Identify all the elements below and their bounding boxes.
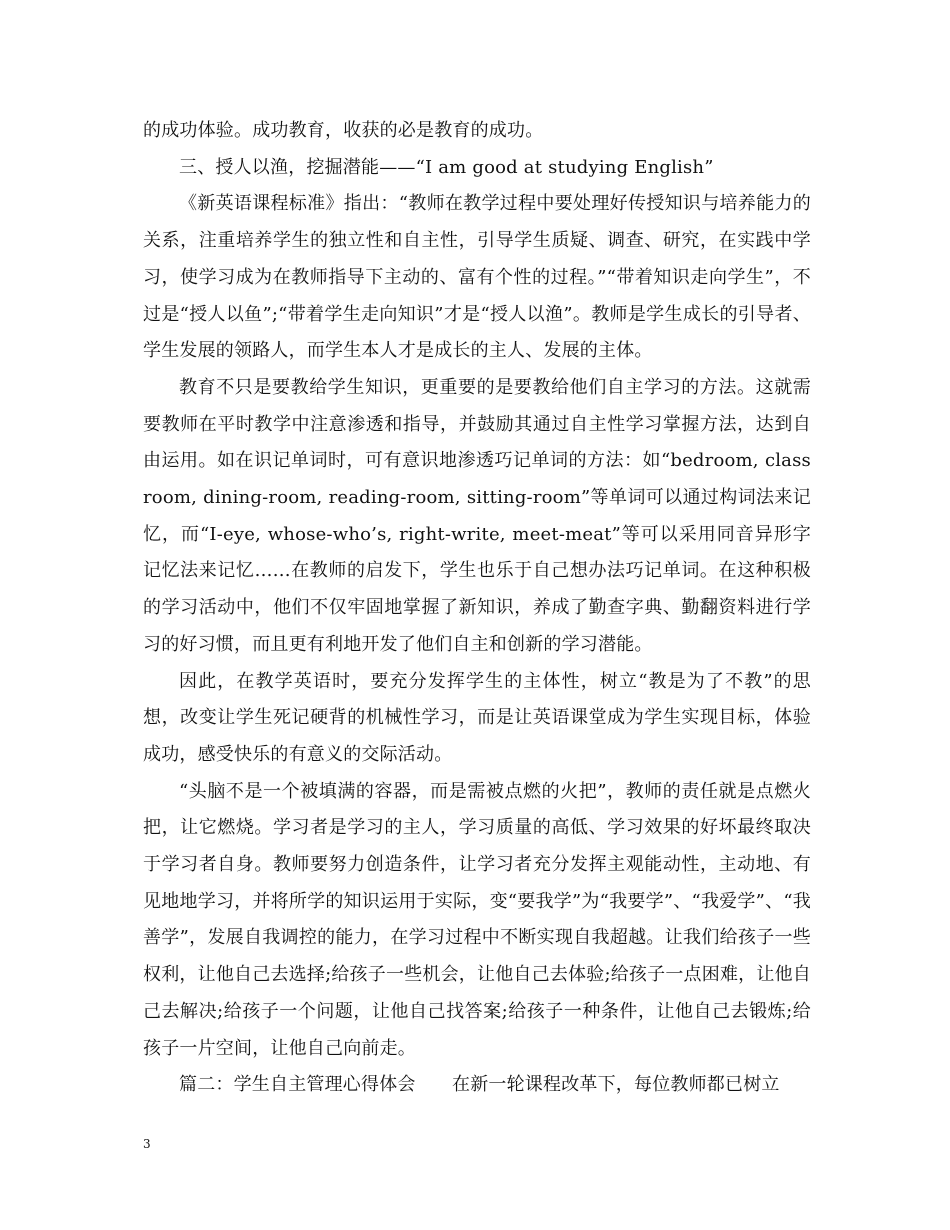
page-number: 3 — [143, 1137, 151, 1151]
paragraph-continuation: 的成功体验。成功教育，收获的必是教育的成功。 — [143, 120, 544, 141]
paragraph: 《新英语课程标准》指出：“教师在教学过程中要处理好传授知识与培养能力的关系，注重培养学生的独立性和自主性，引导学生质疑、调查、研究，在实践中学习，使学习成为在教师指导下主动的、富有个性的过程。”“带着知识走向学生”，不过是“授人以鱼”;“带着学生走向知识”才是“授人以渔”。教师是学生成长的引导者、学生发展的领路人，而学生本人才是成长的主人、发展的主体。 — [143, 193, 811, 362]
paragraph: 教育不只是要教给学生知识，更重要的是要教给他们自主学习的方法。这就需要教师在平时教学中注意渗透和指导，并鼓励其通过自主性学习掌握方法，达到自由运用。如在识记单词时，可有意识地渗透巧记单词的方法：如“bedroom, classroom, dining-room, reading-room, sitting-room”等单词可以通过构词法来记忆，而“I-eye, whose-who’s, right-write, meet-meat”等可以采用同音异形字记忆法来记忆……在教师的启发下，学生也乐于自己想办法巧记单词。在这种积极的学习活动中，他们不仅牢固地掌握了新知识，养成了勤查字典、勤翻资料进行学习的好习惯，而且更有利地开发了他们自主和创新的学习潜能。 — [143, 376, 811, 655]
body-text — [143, 113, 811, 1104]
section-heading: 三、授人以渔，挖掘潜能——“I am good at studying English” — [179, 156, 714, 178]
paragraph: “头脑不是一个被填满的容器，而是需被点燃的火把”，教师的责任就是点燃火把，让它燃烧。学习者是学习的主人，学习质量的高低、学习效果的好坏最终取决于学习者自身。教师要努力创造条件，让学习者充分发挥主观能动性，主动地、有见地地学习，并将所学的知识运用于实际，变“要我学”为“我要学”、“我爱学”、“我善学”，发展自我调控的能力，在学习过程中不断实现自我超越。让我们给孩子一些权利，让他自己去选择;给孩子一些机会，让他自己去体验;给孩子一点困难，让他自己去解决;给孩子一个问题，让他自己找答案;给孩子一种条件，让他自己去锻炼;给孩子一片空间，让他自己向前走。 — [143, 780, 811, 1059]
paragraph: 因此，在教学英语时，要充分发挥学生的主体性，树立“教是为了不教”的思想，改变让学生死记硬背的机械性学习，而是让英语课堂成为学生实现目标，体验成功，感受快乐的有意义的交际活动。 — [143, 670, 811, 765]
paragraph-next-article: 篇二：学生自主管理心得体会 在新一轮课程改革下，每位教师都已树立 — [179, 1074, 780, 1096]
